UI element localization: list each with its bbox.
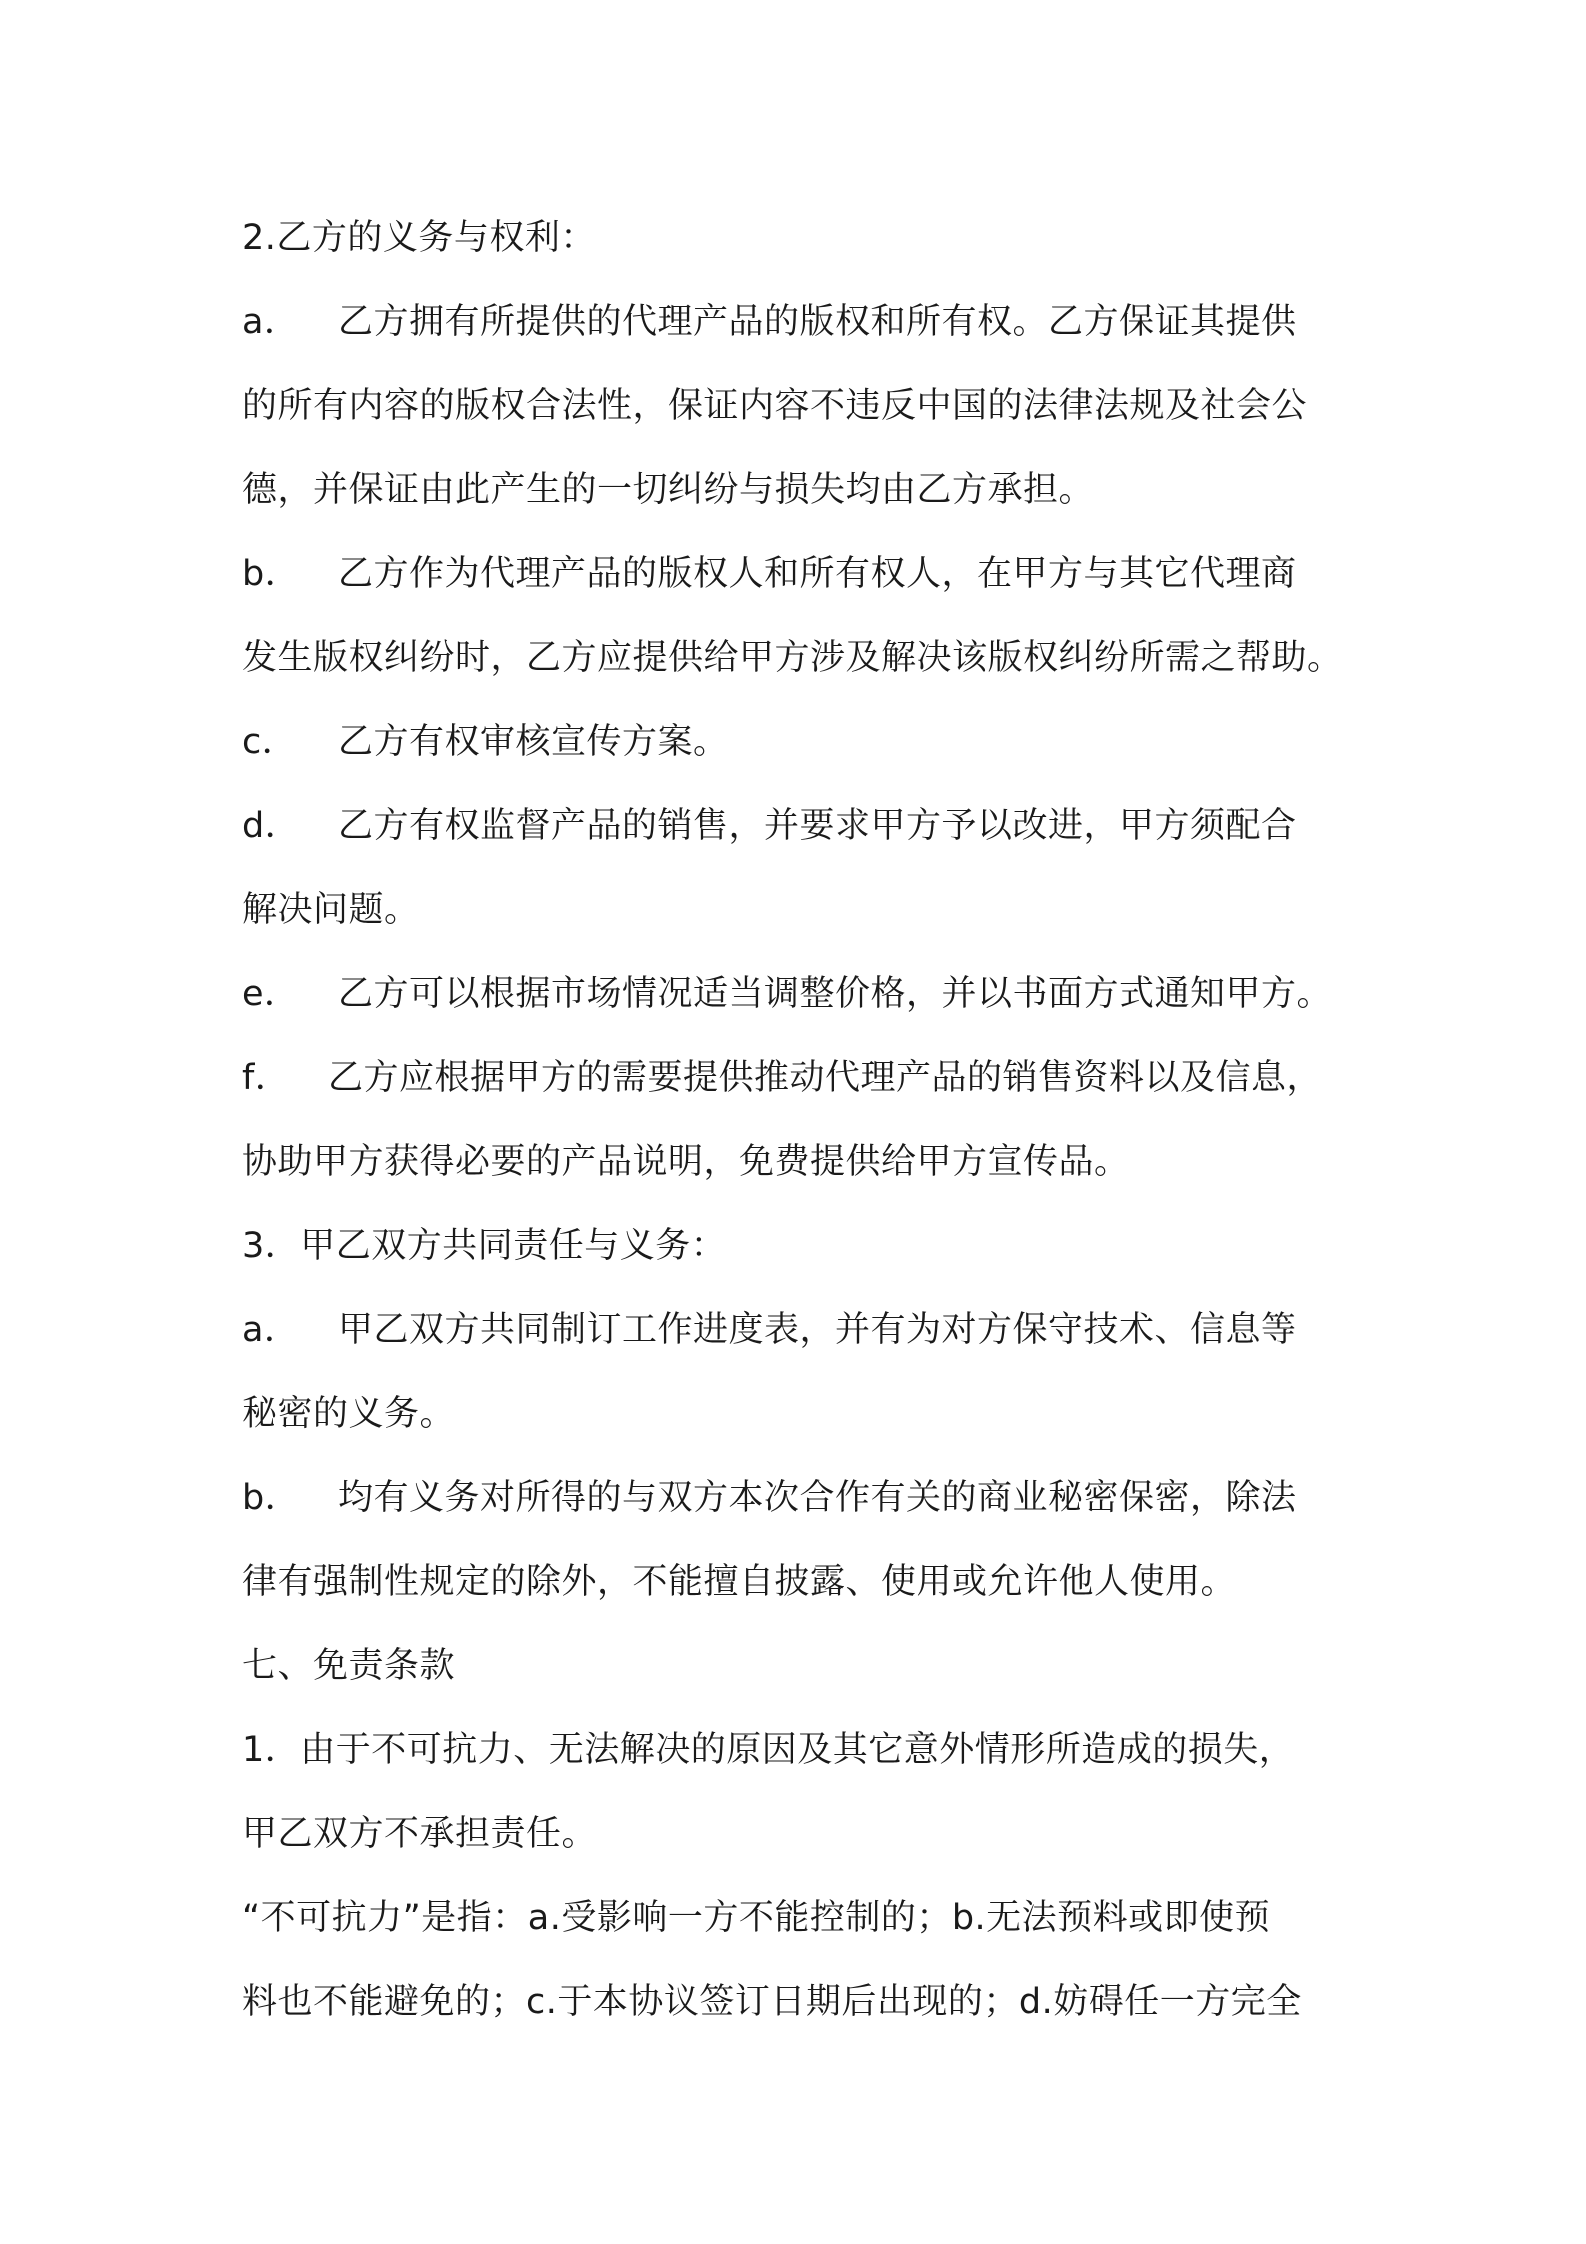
item-label: d． [242, 806, 301, 846]
section-heading-disclaimer [242, 1624, 1362, 1708]
list-item-b [242, 532, 1362, 616]
item-label: e． [242, 974, 300, 1014]
list-item-a [242, 280, 1362, 364]
list-item-b [242, 1456, 1362, 1540]
line-text: 乙方作为代理产品的版权人和所有权人，在甲方与其它代理商 [338, 554, 1297, 594]
list-item-c [242, 700, 1362, 784]
item-label: f． [242, 1058, 291, 1098]
line-text: 德，并保证由此产生的一切纠纷与损失均由乙方承担。 [242, 470, 1095, 510]
line-text: 秘密的义务。 [242, 1394, 456, 1434]
item-label: b． [242, 1478, 301, 1518]
line-text: 乙方可以根据市场情况适当调整价格，并以书面方式通知甲方。 [338, 974, 1333, 1014]
line-text: 七、免责条款 [242, 1646, 456, 1686]
line-text: “不可抗力”是指：a.受影响一方不能控制的；b.无法预料或即使预 [242, 1898, 1271, 1938]
paragraph-line [242, 616, 1362, 700]
list-item-e [242, 952, 1362, 1036]
item-label: b． [242, 554, 301, 594]
paragraph-line [242, 1960, 1362, 2044]
line-text: 甲乙双方共同制订工作进度表，并有为对方保守技术、信息等 [338, 1310, 1297, 1350]
paragraph-line [242, 1372, 1362, 1456]
line-text: 均有义务对所得的与双方本次合作有关的商业秘密保密，除法 [338, 1478, 1297, 1518]
paragraph-line [242, 364, 1362, 448]
line-text: 乙方应根据甲方的需要提供推动代理产品的销售资料以及信息， [328, 1058, 1323, 1098]
list-item-a [242, 1288, 1362, 1372]
paragraph-line [242, 1540, 1362, 1624]
paragraph-line [242, 1120, 1362, 1204]
line-text: 律有强制性规定的除外，不能擅自披露、使用或允许他人使用。 [242, 1562, 1237, 1602]
line-text: 2.乙方的义务与权利： [242, 218, 596, 258]
section-heading-joint-obligations [242, 1204, 1362, 1288]
line-text: 乙方有权审核宣传方案。 [338, 722, 729, 762]
paragraph-line [242, 1792, 1362, 1876]
line-text: 解决问题。 [242, 890, 420, 930]
list-item-d [242, 784, 1362, 868]
paragraph-line [242, 448, 1362, 532]
paragraph-line [242, 868, 1362, 952]
line-text: 料也不能避免的；c.于本协议签订日期后出现的；d.妨碍任一方完全 [242, 1982, 1302, 2022]
line-text: 甲乙双方不承担责任。 [242, 1814, 598, 1854]
line-text: 乙方拥有所提供的代理产品的版权和所有权。乙方保证其提供 [338, 302, 1297, 342]
line-text: 的所有内容的版权合法性，保证内容不违反中国的法律法规及社会公 [242, 386, 1308, 426]
item-label: c． [242, 722, 298, 762]
list-item-f [242, 1036, 1362, 1120]
paragraph-line [242, 1708, 1362, 1792]
line-text: 协助甲方获得必要的产品说明，免费提供给甲方宣传品。 [242, 1142, 1130, 1182]
document-body [242, 196, 1362, 2044]
line-text: 发生版权纠纷时，乙方应提供给甲方涉及解决该版权纠纷所需之帮助。 [242, 638, 1343, 678]
section-heading-party-b-obligations [242, 196, 1362, 280]
line-text: 3．甲乙双方共同责任与义务： [242, 1226, 727, 1266]
line-text: 乙方有权监督产品的销售，并要求甲方予以改进，甲方须配合 [338, 806, 1297, 846]
paragraph-line [242, 1876, 1362, 1960]
item-label: a． [242, 302, 300, 342]
line-text: 1．由于不可抗力、无法解决的原因及其它意外情形所造成的损失， [242, 1730, 1295, 1770]
item-label: a． [242, 1310, 300, 1350]
